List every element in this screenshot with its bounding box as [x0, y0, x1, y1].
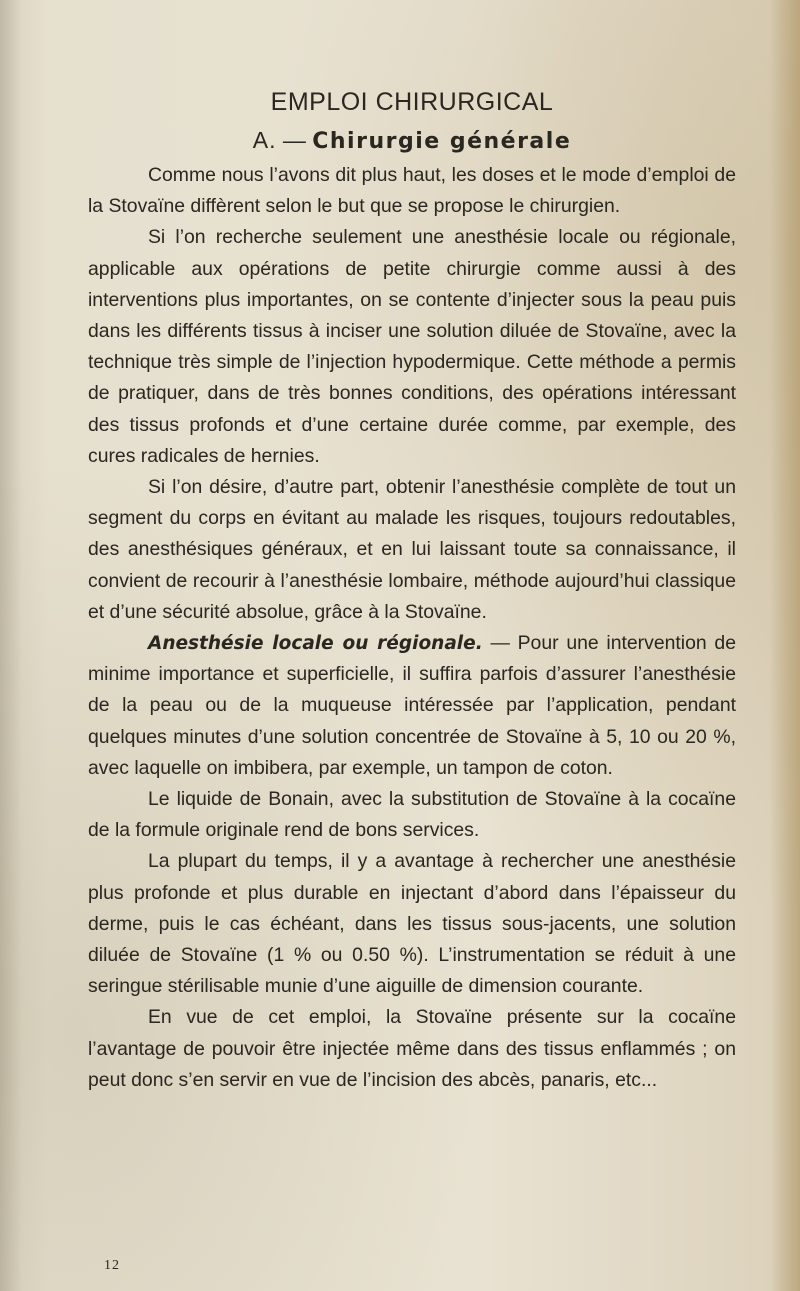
paragraph-5: Le liquide de Bonain, avec la substitution de Stovaïne à la cocaïne de la formule originale rend de bons services. — [88, 788, 736, 842]
page-content — [88, 88, 736, 1096]
page-number: 12 — [104, 1258, 120, 1273]
paragraph-1: Comme nous l’avons dit plus haut, les doses et le mode d’emploi de la Stovaïne diffèrent selon le but que se propose le chirurgien. — [88, 164, 736, 218]
section-letter: A. — [252, 127, 277, 153]
section-dash: — — [282, 127, 306, 153]
paragraph-4 — [88, 628, 736, 784]
page-edge-shadow-right — [770, 0, 800, 1291]
section-title: Chirurgie générale — [312, 129, 572, 154]
paragraph-7: En vue de cet emploi, la Stovaïne présente sur la cocaïne l’avantage de pouvoir être injectée même dans des tissus enflammés ; on peut donc s’en servir en vue de l’incision des abcès, panaris, etc... — [88, 1006, 736, 1091]
section-heading — [88, 127, 736, 154]
subsection-heading: Anesthésie locale ou régionale. — [148, 633, 483, 655]
paragraph-6: La plupart du temps, il y a avantage à rechercher une anesthésie plus profonde et plus durable en injectant d’abord dans l’épaisseur du derme, puis le cas échéant, dans les tissus sous-jacents, une solution diluée de Stovaïne (1 % ou 0.50 %). L’instrumentation se réduit à une seringue stérilisable munie d’une aiguille de dimension courante. — [88, 850, 736, 998]
paragraph-3: Si l’on désire, d’autre part, obtenir l’anesthésie complète de tout un segment du corps en évitant au malade les risques, toujours redoutables, des anesthésiques généraux, et en lui laissant toute sa connaissance, il convient de recourir à l’anesthésie lombaire, méthode aujourd’hui classique et d’une sécurité absolue, grâce à la Stovaïne. — [88, 476, 736, 623]
page-edge-shadow-left — [0, 0, 22, 1291]
paragraph-2: Si l’on recherche seulement une anesthésie locale ou régionale, applicable aux opérations de petite chirurgie comme aussi à des interventions plus importantes, on se contente d’injecter sous la peau puis dans les différents tissus à inciser une solution diluée de Stovaïne, avec la technique très simple de l’injection hypodermique. Cette méthode a permis de pratiquer, dans de très bonnes conditions, des opérations intéressant des tissus profonds et d’une certaine durée comme, par exemple, des cures radicales de hernies. — [88, 226, 736, 467]
chapter-title: EMPLOI CHIRURGICAL — [270, 88, 554, 116]
paragraph-4-text: — Pour une intervention de minime importance et superficielle, il suffira parfois d’assurer l’anesthésie de la peau ou de la muqueuse intéressée par l’application, pendant quelques minutes d’une solution concentrée de Stovaïne à 5, 10 ou 20 %, avec laquelle on imbibera, par exemple, un tampon de coton. — [88, 632, 736, 779]
